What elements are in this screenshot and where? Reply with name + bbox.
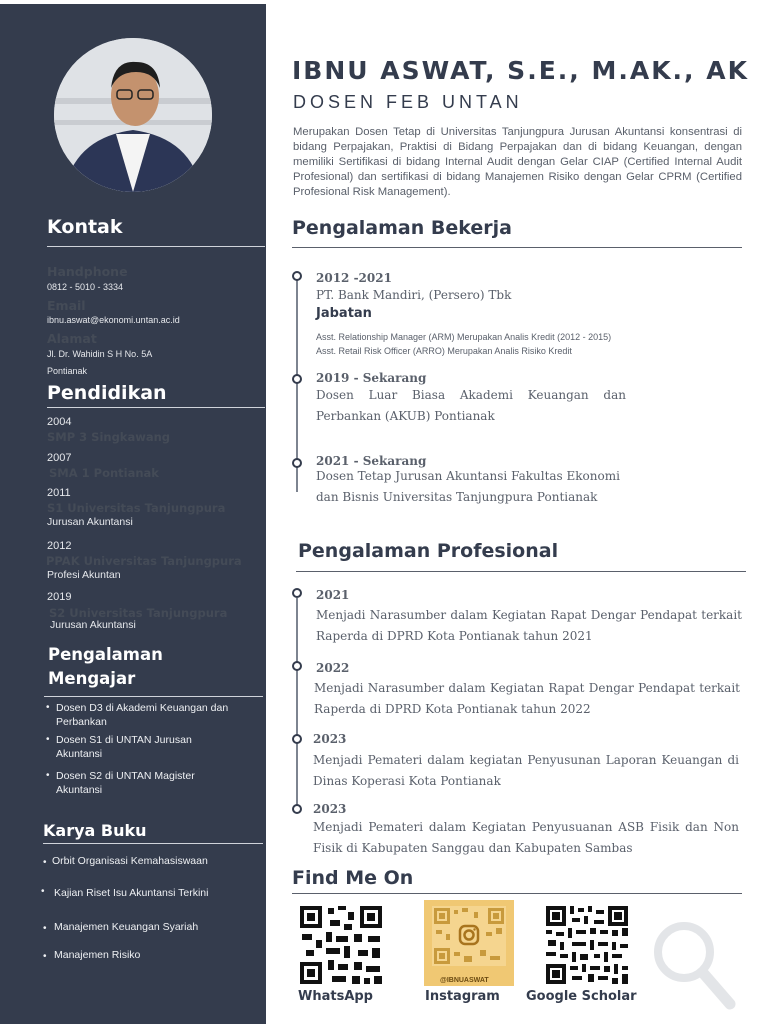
position-heading: Jabatan	[316, 306, 372, 321]
timeline-dot	[292, 271, 302, 281]
work-date: 2012 -2021	[316, 271, 392, 285]
work-description: Dosen Tetap Jurusan Akuntansi Fakultas Ekonomi dan Bisnis Universitas Tanjungpura Pontianak	[316, 469, 620, 504]
timeline-dot	[292, 734, 302, 744]
address-line-1: Jl. Dr. Wahidin S H No. 5A	[47, 349, 153, 359]
education-year: 2012	[47, 540, 72, 552]
work-heading: Pengalaman Bekerja	[292, 217, 512, 239]
work-company: PT. Bank Mandiri, (Persero) Tbk	[316, 288, 512, 302]
person-role: DOSEN FEB UNTAN	[293, 92, 523, 112]
books-rule	[43, 843, 263, 844]
person-name: IBNU ASWAT, S.E., M.AK., AK	[292, 56, 749, 85]
timeline-dot	[292, 374, 302, 384]
find-me-rule	[292, 893, 742, 894]
book-item: • Manajemen Keuangan Syariah	[43, 921, 199, 934]
teaching-heading-1: Pengalaman	[48, 645, 163, 664]
professional-description: Menjadi Narasumber dalam Kegiatan Rapat Dengar Pendapat terkait Raperda di DPRD Kota Pontianak tahun 2022	[314, 681, 740, 716]
phone-label: Handphone	[47, 264, 128, 279]
education-year: 2019	[47, 591, 72, 603]
teaching-rule	[44, 696, 263, 697]
book-item: • Orbit Organisasi Kemahasiswaan	[43, 855, 208, 868]
instagram-handle: @IBNUASWAT	[440, 977, 489, 984]
professional-description: Menjadi Pemateri dalam kegiatan Penyusunan Laporan Keuangan di Dinas Koperasi Kota Pontianak	[313, 753, 739, 788]
book-item: • Manajemen Risiko	[43, 949, 141, 962]
education-year: 2007	[47, 452, 72, 464]
education-major: Jurusan Akuntansi	[47, 516, 133, 528]
phone-value[interactable]: 0812 - 5010 - 3334	[47, 282, 124, 292]
professional-year: 2023	[313, 802, 347, 816]
work-rule	[292, 247, 742, 248]
whatsapp-qr-code-icon[interactable]	[298, 904, 384, 986]
education-school: S1 Universitas Tanjungpura	[47, 501, 226, 515]
contact-rule	[47, 246, 265, 247]
summary-text: Merupakan Dosen Tetap di Universitas Tanjungpura Jurusan Akuntansi konsentrasi di bidang Perpajakan, Praktisi di Bidang Perpajakan dan di bidang Keuangan, dengan memiliki Sertifikasi di bidang Internal Audit dengan Gelar CIAP (Certified Internal Audit Profesional) dan sertifikasi di bidang Manajemen Risiko dengan Gelar CPRM (Certified Profesional Risk Management).	[293, 126, 742, 198]
position-item: Asst. Retail Risk Officer (ARRO) Merupakan Analis Risiko Kredit	[316, 346, 572, 356]
teaching-item: • Dosen D3 di Akademi Keuangan dan Perbankan	[46, 702, 229, 728]
education-school: PPAK Universitas Tanjungpura	[46, 554, 242, 568]
professional-year: 2023	[313, 732, 347, 746]
google-scholar-label[interactable]: Google Scholar	[526, 989, 637, 1004]
email-value[interactable]: ibnu.aswat@ekonomi.untan.ac.id	[47, 315, 180, 325]
professional-year: 2022	[316, 661, 350, 675]
address-label: Alamat	[47, 331, 97, 346]
education-year: 2011	[47, 487, 71, 499]
timeline-dot	[292, 588, 302, 598]
timeline-dot	[292, 661, 302, 671]
professional-description: Menjadi Narasumber dalam Kegiatan Rapat Dengar Pendapat terkait Raperda di DPRD Kota Pontianak tahun 2021	[316, 608, 742, 643]
education-school: SMP 3 Singkawang	[47, 430, 171, 444]
profile-photo	[54, 38, 212, 192]
magnifier-icon	[650, 918, 740, 1014]
professional-year: 2021	[316, 588, 350, 602]
education-rule	[47, 407, 265, 408]
professional-heading: Pengalaman Profesional	[298, 540, 559, 562]
teaching-item: • Dosen S2 di UNTAN Magister Akuntansi	[46, 770, 195, 796]
book-item: • Kajian Riset Isu Akuntansi Terkini	[41, 886, 209, 899]
books-heading: Karya Buku	[43, 821, 147, 840]
timeline-dot	[292, 458, 302, 468]
work-date: 2019 - Sekarang	[316, 371, 427, 385]
work-date: 2021 - Sekarang	[316, 454, 427, 468]
email-label: Email	[47, 298, 86, 313]
education-year: 2004	[47, 416, 72, 428]
whatsapp-label[interactable]: WhatsApp	[298, 989, 373, 1004]
education-heading: Pendidikan	[47, 382, 167, 404]
education-school: SMA 1 Pontianak	[49, 466, 159, 480]
teaching-heading-2: Mengajar	[48, 669, 136, 688]
address-line-2: Pontianak	[47, 366, 88, 376]
google-scholar-qr-code-icon[interactable]	[544, 904, 630, 986]
work-description: Dosen Luar Biasa Akademi Keuangan dan Perbankan (AKUB) Pontianak	[316, 388, 626, 423]
education-major: Jurusan Akuntansi	[50, 619, 136, 631]
professional-rule	[296, 571, 746, 572]
timeline-dot	[292, 804, 302, 814]
instagram-label[interactable]: Instagram	[425, 989, 500, 1004]
position-item: Asst. Relationship Manager (ARM) Merupakan Analis Kredit (2012 - 2015)	[316, 332, 612, 342]
instagram-qr-code-icon[interactable]	[424, 900, 514, 986]
professional-timeline	[296, 598, 298, 808]
contact-heading: Kontak	[47, 216, 123, 238]
education-major: Profesi Akuntan	[47, 569, 121, 581]
find-me-heading: Find Me On	[292, 867, 414, 889]
professional-description: Menjadi Pemateri dalam Kegiatan Penyusuanan ASB Fisik dan Non Fisik di Kabupaten Sanggau dan Kabupaten Sambas	[313, 820, 739, 855]
teaching-item: • Dosen S1 di UNTAN Jurusan Akuntansi	[46, 734, 192, 760]
education-school: S2 Universitas Tanjungpura	[49, 606, 228, 620]
